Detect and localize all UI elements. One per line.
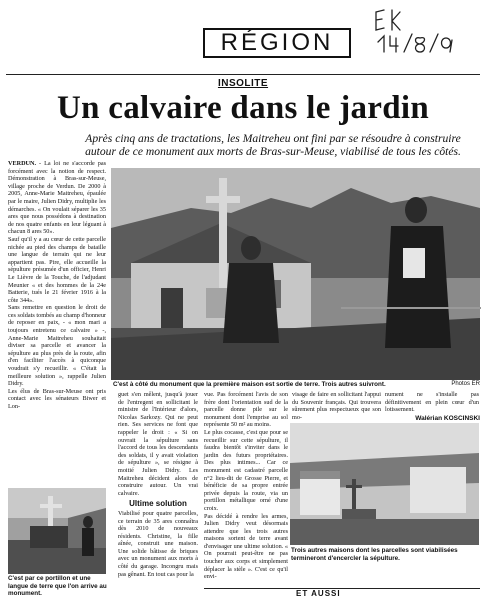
article-column-5 xyxy=(385,391,479,415)
paragraph: visage de faire en sollicitant l'appui du Souvenir français. Qui trouvera sûrement plus respectueux que son mo- xyxy=(292,391,381,421)
right-photo-caption: Trois autres maisons dont les parcelles sont viabilisées termineront d'encercler la sépulture. xyxy=(291,547,458,562)
footer-heading: ET AUSSI xyxy=(296,589,341,598)
section-title: RÉGION xyxy=(220,29,334,56)
standfirst: Après cinq ans de tractations, les Maitrehеu ont fini par se résoudre à construire autour de ce monument aux morts de Bras-sur-Meuse, viabilisé de tous les côtés. xyxy=(85,132,461,158)
article-column-3 xyxy=(204,391,288,601)
handwritten-annotation xyxy=(366,4,478,54)
subheading: Ultime solution xyxy=(129,499,187,509)
paragraph: Sauf qu'il y a au cœur de cette parcelle nichée au pied des champs de bataille une langue de terrain qui ne leur appartient pas. Pire, elle accueille la sépulture présumée d'un officier, Henri Le Lièvre de la Touche, de l'adjudant Meunier « et des hommes de la 24e Batterie, tués le 21 février 1916 à la côte 344». xyxy=(8,235,106,304)
main-photo-caption: C'est à côté du monument que la première maison est sortie de terre. Trois autres suivront. xyxy=(113,381,386,388)
kicker-label: INSOLITE xyxy=(217,78,269,89)
article-column-4 xyxy=(292,391,381,421)
paragraph: guet s'en mêlent, jusqu'à jouer de l'entregent en sollicitant le ministre de l'Intérieur d'alors, Nicolas Sarkozy. Qui ne peut rien. Ses services ne font que rappeler le droit : « Si on ouvrait la sépulture sans l'accord de tous les descendants des soldats, il y avait violation de sépulture », se résigne à moitié Julien Didry. Les Maitrehеu décident alors de construire autour. Un vrai calvaire. xyxy=(118,391,198,497)
left-photo-image xyxy=(8,488,106,574)
paragraph: Viabilisé pour quatre parcelles, ce terrain de 35 ares connaîtra dès 2010 de nouveaux résidents. Christine, la fille aînée, construit une maison. Une solide bâtisse de briques avec un monument aux morts à côté du garage. Incongru mais pas gênant. En tout cas pour la xyxy=(118,509,198,578)
article-column-2 xyxy=(118,391,198,578)
main-photo xyxy=(111,168,480,380)
headline: Un calvaire dans le jardin xyxy=(56,90,430,126)
dateline: VERDUN. xyxy=(8,160,37,167)
paragraph: Le plus cocasse, c'est que pour se recueillir sur cette sépulture, il faudra bientôt s'inviter dans le jardin des futurs propriétaires. Des plus intimes... Car ce monument est cadastré parcelle n°2 lieu-dit de Grosse Pierre, et bénéficie de sa propre entrée privée depuis la route, via un portillon métallique orné d'une croix. xyxy=(204,428,288,512)
left-photo xyxy=(8,488,106,574)
handwriting-glyph xyxy=(366,4,478,54)
bottom-rule xyxy=(204,588,480,589)
paragraph: Pas décidé à rendre les armes, Julien Didry veut désormais attendre que les trois autres maisons sortent de terre avant d'envisager une ultime solution. « On pourrait peut-être ne pas toucher aux corps et simplement déplacer la stèle ». C'est ce qu'il envi- xyxy=(204,512,288,581)
right-photo-image xyxy=(290,423,479,545)
article-column-1 xyxy=(8,160,106,482)
paragraph: Sans remettre en question le droit de ces soldats tombés au champ d'honneur de reposer en paix, - « mon mari a toujours entretenu ce calvaire » -, Anne-Marie Maitrehеu souhaitait diviser sa parcelle et avancer la sépulture au plus près de la route, afin d'en faciliter l'accès à quiconque voudrait s'y recueillir. « C'était la meilleure solution », rappelle Julien Didry. xyxy=(8,304,106,388)
paragraph: vue. Pas forcément l'avis de son frère dont l'orientation sud de la parcelle donne pile sur le monument dont l'emprise au sol représente 50 m² au moins. xyxy=(204,391,288,429)
author-signature: Walérian KOSCINSKI xyxy=(415,415,480,422)
paragraph: nument ne s'installe pas définitivement en plein cœur d'un lotissement. xyxy=(385,391,479,414)
right-photo xyxy=(290,423,479,545)
section-header-box xyxy=(203,28,351,58)
left-photo-caption: C'est par ce portillon et une langue de terre que l'on arrive au monument. xyxy=(8,575,107,598)
paragraph: Les élus de Bras-sur-Meuse ont pris contact avec les sénateurs Biwer et Lon- xyxy=(8,387,106,410)
paragraph: - La loi ne s'accorde pas forcément avec la notion de respect. Démonstration à Bras-sur-Meuse, village proche de Verdun. De 2000 à 2005, Anne-Marie Maitrehеu, épaulée par le maire, Julien Didry, multiplie les démarches. « On voulait séparer les 35 ares que nous possédons à destination de nos quatre enfants en leur léguant à chacun 8 ares 50». xyxy=(8,160,106,236)
main-photo-image xyxy=(111,168,480,380)
photo-credit: Photos ER xyxy=(451,381,480,387)
top-rule xyxy=(6,74,480,75)
